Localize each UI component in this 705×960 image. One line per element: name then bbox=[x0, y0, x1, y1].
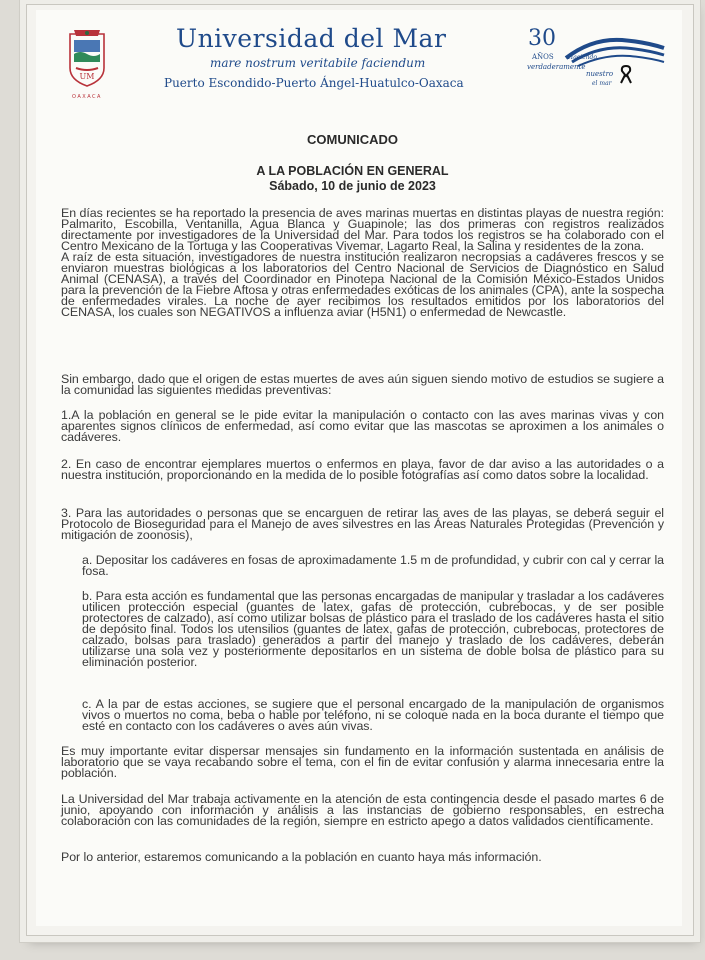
document-title: COMUNICADO bbox=[307, 132, 398, 147]
measure-3a: a. Depositar los cadáveres en fosas de aproximadamente 1.5 m de profundidad, y cubrir con cal y cerrar la fosa. bbox=[82, 553, 664, 578]
anniversary-phrase-1: Haciendo bbox=[568, 54, 597, 61]
measure-3c: c. A la par de estas acciones, se sugiere que el personal encargado de la manipulación de organismos vivos o muertos no coma, beba o hable por teléfono, ni se coloque nada en la boca durante el tiempo que esté en contacto con los cadáveres o aves aún vivas. bbox=[82, 697, 664, 733]
university-motto: mare nostrum veritabile faciendum bbox=[210, 56, 426, 70]
anniversary-anos: AÑOS bbox=[532, 53, 554, 61]
svg-text:UM: UM bbox=[79, 72, 95, 81]
measure-3: 3. Para las autoridades o personas que se encarguen de retirar las aves de las playas, se deberá seguir el Protocolo de Bioseguridad para el Manejo de aves silvestres en las Áreas Naturales Protegidas (Prevención y mitigación de zoonosis), bbox=[61, 506, 664, 542]
paragraph-university: La Universidad del Mar trabaja activamente en la atención de esta contingencia desde el pasado martes 6 de junio, apoyando con información y análisis a las instancias de gobierno responsables, en estrecha colaboración con las comunidades de la región, siempre en estricto apego a datos validados científicamente. bbox=[61, 792, 664, 828]
mourning-ribbon-icon bbox=[619, 64, 633, 84]
waves-icon bbox=[562, 28, 666, 68]
crest-caption: OAXACA bbox=[72, 94, 102, 100]
anniversary-phrase-4: el mar bbox=[592, 80, 612, 87]
anniversary-logo bbox=[526, 26, 671, 92]
anniversary-number: 30 bbox=[528, 26, 556, 51]
paragraph-3: Sin embargo, dado que el origen de estas muertes de aves aún siguen siendo motivo de estudios se sugiere a la comunidad las siguientes medidas preventivas: bbox=[61, 372, 664, 397]
paragraph-2: A raíz de esta situación, investigadores de nuestra institución realizaron necropsias a cadáveres frescos y se enviaron muestras biológicas a los laboratorios del Centro Nacional de Servicios de Diagnóstico en Salud Animal (CENASA), a través del Coordinador en Pinotepa Nacional de la Comisión México-Estados Unidos para la prevención de la Fiebre Aftosa y otras enfermedades exóticas de los animales (CPA), ante la sospecha de enfermedades virales. La noche de ayer recibimos los resultados emitidos por los laboratorios del CENASA, los cuales son NEGATIVOS a influenza aviar (H5N1) o enfermedad de Newcastle. bbox=[61, 250, 664, 319]
campus-locations: Puerto Escondido-Puerto Ángel-Huatulco-Oaxaca bbox=[164, 76, 464, 90]
paragraph-1: En días recientes se ha reportado la presencia de aves marinas muertas en distintas playas de nuestra región: Palmarito, Escobilla, Ventanilla, Agua Blanca y Guapinole; las dos primeras con registros realizados directamente por investigadores de la Universidad del Mar. Para todos los registros se ha colaborado con el Centro Mexicano de la Tortuga y las Cooperativas Vivemar, Lagarto Real, la Salina y residentes de la zona. bbox=[61, 206, 664, 253]
university-crest-icon bbox=[62, 28, 112, 94]
paragraph-warning: Es muy importante evitar dispersar mensajes sin fundamento en la información sustentada en análisis de laboratorio que se vaya recabando sobre el tema, con el fin de evitar confusión y alarma innecesaria entre la población. bbox=[61, 744, 664, 780]
measure-2: 2. En caso de encontrar ejemplares muertos o enfermos en playa, favor de dar aviso a las autoridades o a nuestra institución, proporcionando en la medida de lo posible fotografías así como datos sobre la localidad. bbox=[61, 457, 664, 482]
anniversary-phrase-3: nuestro bbox=[586, 70, 614, 78]
anniversary-phrase-2: verdaderamente bbox=[527, 63, 586, 71]
measure-1: 1.A la población en general se le pide evitar la manipulación o contacto con las aves marinas vivas y con aparentes signos clínicos de enfermedad, así como evitar que las mascotas se aproximen a los animales o cadáveres. bbox=[61, 408, 664, 444]
measure-3b: b. Para esta acción es fundamental que las personas encargadas de manipular y trasladar a los cadáveres utilicen protección especial (guantes de latex, gafas de protección, cubrebocas, y de ser posible protectores de calzado), así como utilizar bolsas de plástico para el traslado de los cadáveres hasta el sitio de depósito final. Todos los utensilios (guantes de latex, gafas de protección, cubrebocas, protectores de calzado, bolsas para traslado) generados a partir del manejo y traslado de los cadáveres, deberán utilizarse una sola vez y posteriormente depositarlos en un sistema de doble bolsa de plástico para su eliminación posterior. bbox=[82, 589, 664, 669]
paragraph-closing: Por lo anterior, estaremos comunicando a la población en cuanto haya más información. bbox=[61, 850, 542, 864]
university-name: Universidad del Mar bbox=[176, 24, 447, 53]
document-date: Sábado, 10 de junio de 2023 bbox=[269, 179, 436, 193]
paragraph-intro bbox=[61, 208, 664, 318]
document-addressee: A LA POBLACIÓN EN GENERAL bbox=[256, 164, 449, 178]
